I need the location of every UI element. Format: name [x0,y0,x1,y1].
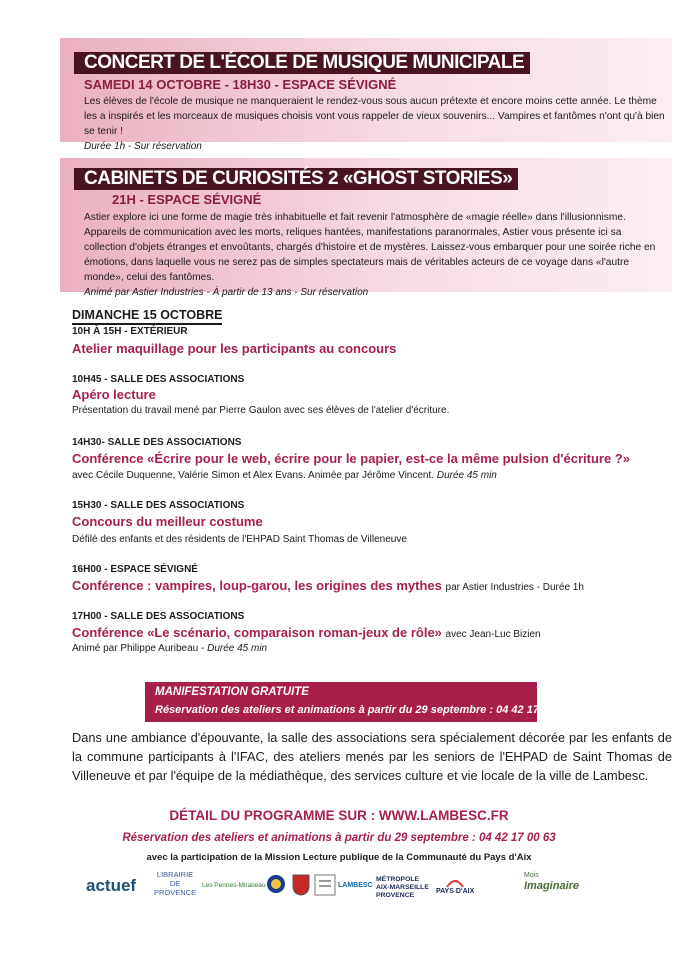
slot-title: Conférence «Écrire pour le web, écrire pour le papier, est-ce la même pulsion d'écriture ?» [72,451,630,466]
slot-title: Concours du meilleur costume [72,514,263,529]
mois-imaginaire-logo [524,870,579,892]
slot-title-text: Conférence : vampires, loup-garou, les origines des mythes [72,578,442,593]
metropole-logo [376,876,429,900]
slot-duration: Durée 45 min [436,470,497,481]
slot-description: Présentation du travail mené par Pierre Gaulon avec ses élèves de l'atelier d'écriture. [72,405,450,416]
slot-description [72,642,267,656]
city-seal-icon [266,874,286,898]
slot-title-text: Conférence «Le scénario, comparaison roman-jeux de rôle» [72,625,442,640]
pays-aix-logo-text: PAYS D'AIX [436,888,475,895]
free-event-box [145,682,570,722]
slot-description [72,469,497,483]
slot-time: 17H00 - SALLE DES ASSOCIATIONS [72,611,245,622]
slot-title [72,625,541,640]
pennes-logo: Les Pennes-Mirabeau [202,882,266,889]
librairie-logo-line: LIBRAIRIE [156,870,194,879]
cabinets-description: Astier explore ici une forme de magie très inhabituelle et fait revenir l'atmosphère de «magie réelle» dans l'illusionnisme. Appareils de communication avec les morts, reliques hantées, manifestations paranormales, Astier vous présente ici sa collection d'objets étranges et envoûtants, chargés d'histoire et de mystères. Laissez-vous embarquer pour une soirée riche en émotions, dans laquelle vous ne serez pas de simples spectateurs mais de véritables acteurs de ce voyage dans «l'autre monde», celui des fantômes. [84,212,656,283]
metropole-logo-line: PROVENCE [376,892,415,899]
sunday-heading: DIMANCHE 15 OCTOBRE [72,308,222,325]
partner-logos [80,868,640,912]
slot-time: 10H45 - SALLE DES ASSOCIATIONS [72,374,245,385]
concert-subtitle: SAMEDI 14 OCTOBRE - 18H30 - ESPACE SÉVIGNÉ [84,77,397,92]
cabinets-title: CABINETS DE CURIOSITÉS 2 «GHOST STORIES» [74,168,518,190]
slot-time: 15H30 - SALLE DES ASSOCIATIONS [72,500,245,511]
institution-logo-icon [314,874,336,898]
slot-duration: Durée 45 min [207,643,268,654]
slot-time: 10H À 15H - EXTÉRIEUR [72,326,188,337]
slot-title-tail: avec Jean-Luc Bizien [445,629,541,640]
librairie-logo-line: PROVENCE [154,888,197,897]
concert-description: Les élèves de l'école de musique ne manqueraient le rendez-vous sous aucun prétexte et encore moins cette année. Le thème les a inspirés et les morceaux de musiques choisis vont vous rappeler de vieux souvenirs... Vampires et fantômes n'ont qu'à bien se tenir ! [84,96,665,137]
actuef-logo: actuef [86,876,137,895]
slot-time: 16H00 - ESPACE SÉVIGNÉ [72,564,198,575]
concert-title: CONCERT DE L'ÉCOLE DE MUSIQUE MUNICIPALE [74,52,530,74]
coat-of-arms-icon [292,874,310,898]
librairie-logo-line: DE [169,879,181,888]
ambiance-paragraph: Dans une ambiance d'épouvante, la salle des associations sera spécialement décorée par les enfants de la commune participants à l'IFAC, des ateliers menés par les seniors de l'EHPAD de Saint Thomas de Villeneuve et par l'équipe de la médiathèque, des services culture et vie locale de la ville de Lambesc. [72,730,672,783]
slot-title: Apéro lecture [72,387,156,402]
program-link[interactable]: DÉTAIL DU PROGRAMME SUR : WWW.LAMBESC.FR [169,808,509,823]
slot-description: Défilé des enfants et des résidents de l'EHPAD Saint Thomas de Villeneuve [72,534,407,545]
slot-description-text: avec Cécile Duquenne, Valérie Simon et Alex Evans. Animée par Jérôme Vincent. [72,470,435,481]
footer-participation: avec la participation de la Mission Lecture publique de la Communauté du Pays d'Aix [146,852,532,863]
footer-reservation: Réservation des ateliers et animations à partir du 29 septembre : 04 42 17 00 63 [122,832,556,844]
librairie-logo [154,870,196,897]
lambesc-logo: LAMBESC [338,882,373,889]
free-event-label: MANIFESTATION GRATUITE [155,686,309,698]
slot-title [72,578,584,593]
concert-note: Durée 1h - Sur réservation [84,141,202,152]
pays-aix-logo [436,878,474,895]
slot-title: Atelier maquillage pour les participants au concours [72,341,397,356]
mois-imaginaire-logo-line: Mois [524,872,539,879]
mois-imaginaire-logo-line: Imaginaire [524,880,580,892]
free-event-reservation: Réservation des ateliers et animations à partir du 29 septembre : 04 42 17 00 63 [155,704,570,716]
slot-time: 14H30- SALLE DES ASSOCIATIONS [72,437,242,448]
cabinets-text [84,210,666,300]
metropole-logo-line: AIX-MARSEILLE [376,884,429,891]
metropole-logo-line: MÉTROPOLE [376,876,420,883]
cabinets-subtitle: 21H - ESPACE SÉVIGNÉ [112,192,262,207]
cabinets-note: Animé par Astier Industries - À partir de 13 ans - Sur réservation [84,287,369,298]
concert-text [84,94,668,154]
slot-description-text: Animé par Philippe Auribeau - [72,643,205,654]
slot-title-tail: par Astier Industries - Durée 1h [445,582,584,593]
